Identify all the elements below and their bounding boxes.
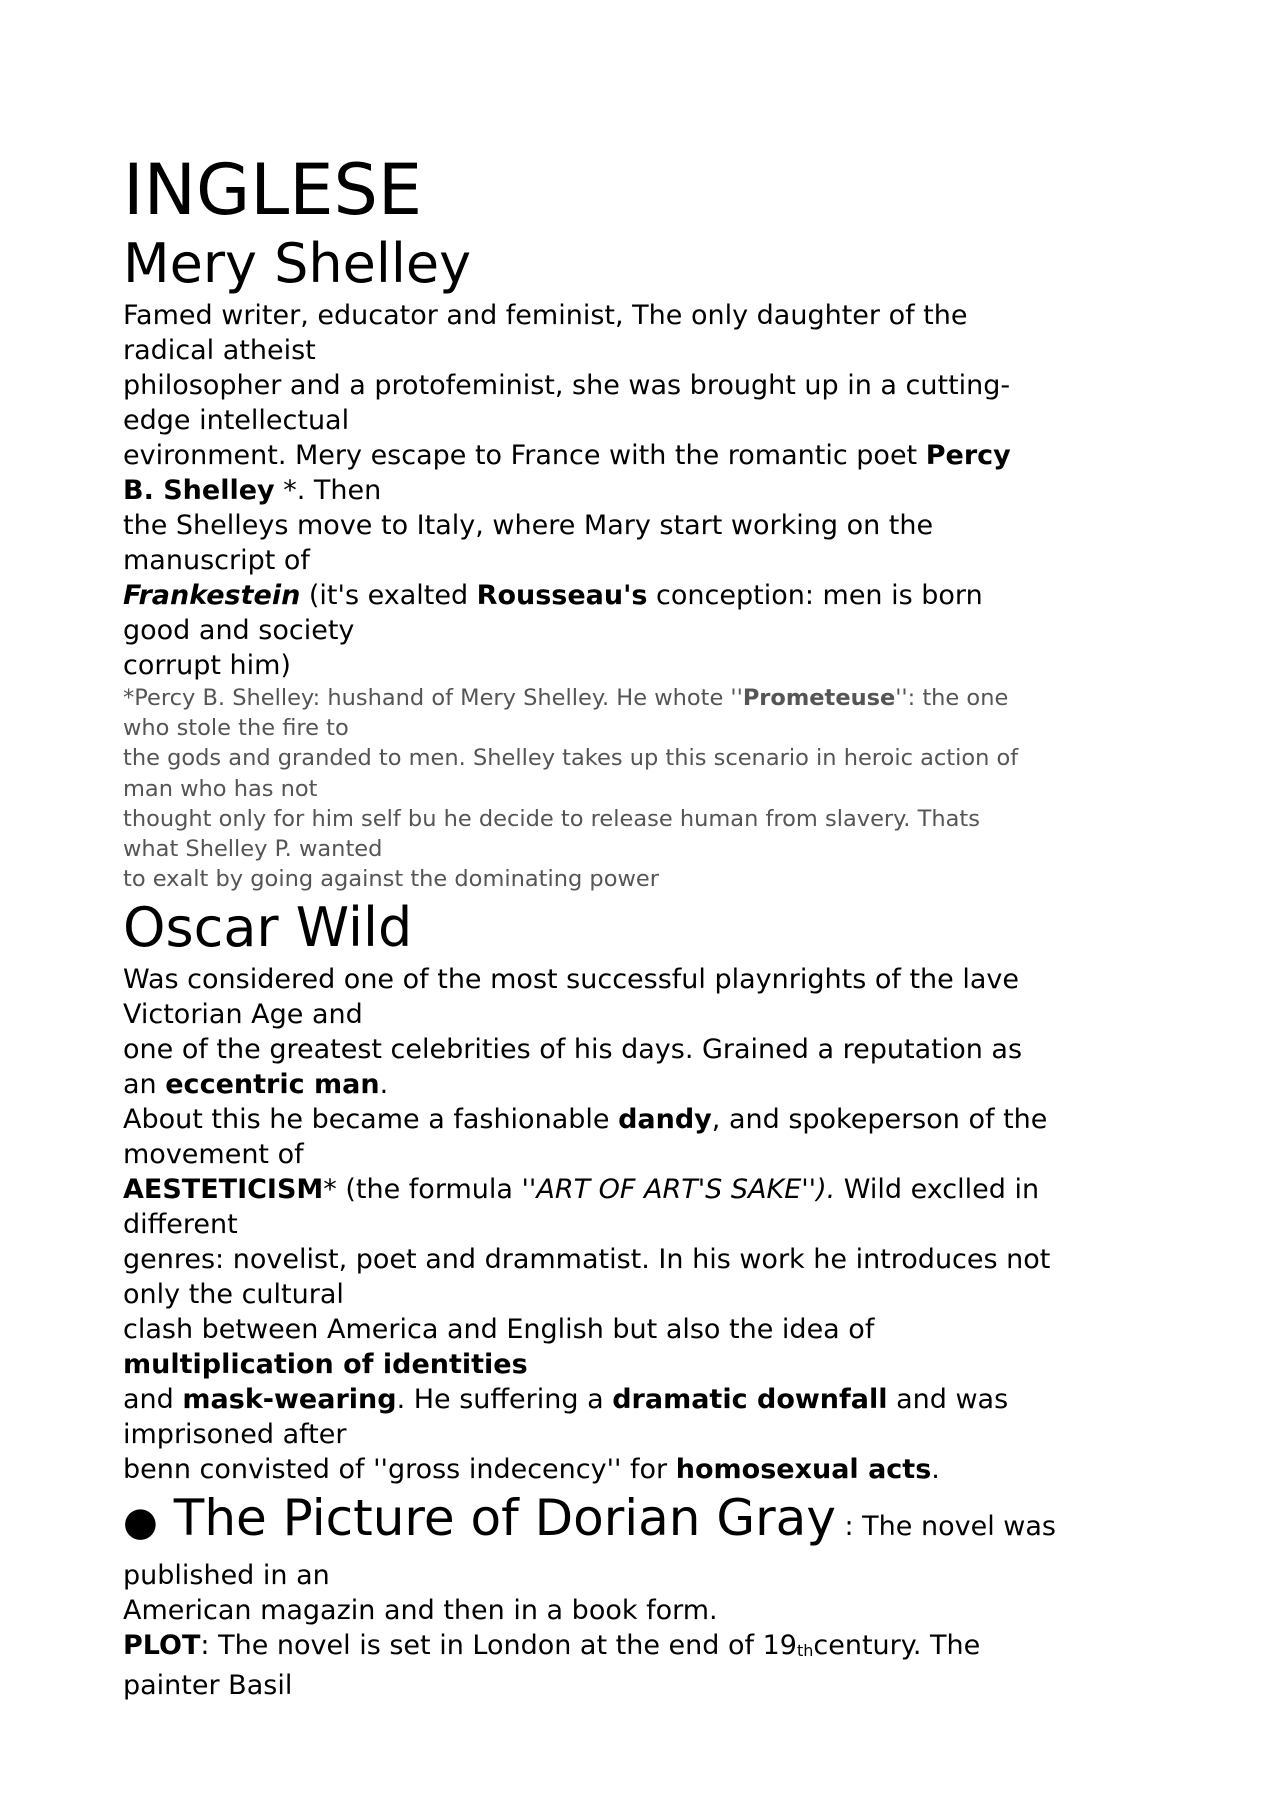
document-page xyxy=(123,150,1183,1703)
bold-mask-wearing: mask-wearing xyxy=(182,1384,397,1416)
text-run: (it's exalted xyxy=(300,580,477,611)
note-line xyxy=(123,683,1183,713)
text-line xyxy=(123,473,1183,508)
bold-homosexual-acts: homosexual acts xyxy=(675,1454,932,1486)
italic-art-sake: ART OF ART'S SAKE''). xyxy=(536,1174,836,1206)
text-line xyxy=(123,1102,1183,1137)
subheading-dorian-gray xyxy=(123,1487,1183,1558)
text-line: clash between America and English but also the idea of xyxy=(123,1314,875,1346)
note-line: to exalt by going against the dominating power xyxy=(123,866,659,893)
text-run: benn convisted of ''gross indecency'' for xyxy=(123,1454,676,1486)
bold-italic-frankestein: Frankestein xyxy=(123,580,301,611)
text-run: : The novel was xyxy=(835,1511,1056,1543)
text-line: genres: novelist, poet and drammatist. In his work he introduces not xyxy=(123,1244,1051,1276)
bold-multiplication: multiplication of identities xyxy=(123,1349,528,1381)
text-run: , and spokeperson of the xyxy=(711,1104,1048,1136)
text-run: Wild exclled in xyxy=(835,1174,1040,1206)
bold-plot: PLOT xyxy=(123,1630,201,1662)
wilde-paragraph xyxy=(123,962,1183,1487)
text-run: About this he became a fashionable xyxy=(123,1104,619,1136)
text-run: evironment. Mery escape to France with the romantic poet xyxy=(123,440,926,471)
text-line: the Shelleys move to Italy, where Mary start working on the xyxy=(123,510,934,541)
text-line: Was considered one of the most successful playnrights of the lave xyxy=(123,964,1019,996)
text-line: different xyxy=(123,1209,238,1241)
text-line xyxy=(123,1172,1183,1207)
bold-dramatic-downfall: dramatic downfall xyxy=(612,1384,888,1416)
text-line xyxy=(123,1382,1183,1417)
note-line: man who has not xyxy=(123,775,318,802)
text-line xyxy=(123,1347,1183,1382)
text-line: corrupt him) xyxy=(123,650,291,681)
ordinal-suffix: th xyxy=(796,1641,814,1661)
bold-rousseau: Rousseau's xyxy=(476,580,648,611)
text-line: radical atheist xyxy=(123,335,316,366)
bold-percy: Percy xyxy=(925,440,1011,471)
text-line: only the cultural xyxy=(123,1279,344,1311)
text-run: *. Then xyxy=(274,475,382,506)
dorian-paragraph xyxy=(123,1558,1183,1703)
note-line: what Shelley P. wanted xyxy=(123,836,383,863)
text-line: American magazin and then in a book form. xyxy=(123,1595,718,1627)
note-line: who stole the fire to xyxy=(123,715,349,742)
bold-eccentric-man: eccentric man xyxy=(165,1069,380,1101)
text-line: Victorian Age and xyxy=(123,999,363,1031)
text-run: *Percy B. Shelley: hushand of Mery Shelley. He whote '' xyxy=(123,685,743,711)
text-line xyxy=(123,1067,1183,1102)
text-line: good and society xyxy=(123,615,355,646)
footnote-percy xyxy=(123,683,1183,894)
text-run: and was xyxy=(887,1384,1009,1416)
text-run: and xyxy=(123,1384,183,1416)
subheading-text: The Picture of Dorian Gray xyxy=(157,1489,836,1548)
bold-aesteticism: AESTETICISM xyxy=(123,1174,324,1206)
text-line xyxy=(123,578,1183,613)
text-line: philosopher and a protofeminist, she was brought up in a cutting- xyxy=(123,370,1011,401)
note-line: the gods and granded to men. Shelley takes up this scenario in heroic action of xyxy=(123,745,1019,772)
text-line: manuscript of xyxy=(123,545,310,576)
text-line xyxy=(123,1628,1183,1668)
note-line: thought only for him self bu he decide to release human from slavery. Thats xyxy=(123,805,980,832)
text-line: edge intellectual xyxy=(123,405,350,436)
text-run: * (the formula '' xyxy=(323,1174,537,1206)
text-line xyxy=(123,1452,1183,1487)
text-line: movement of xyxy=(123,1139,304,1171)
text-line: painter Basil xyxy=(123,1670,293,1702)
text-run: . xyxy=(379,1069,389,1101)
text-run: century. The xyxy=(813,1630,981,1662)
text-run: '': the one xyxy=(895,685,1009,711)
section-heading-shelley: Mery Shelley xyxy=(123,232,472,295)
text-line: Famed writer, educator and feminist, The only daughter of the xyxy=(123,300,968,331)
text-line: one of the greatest celebrities of his days. Grained a reputation as xyxy=(123,1034,1023,1066)
text-run: : The novel is set in London at the end of 19 xyxy=(200,1630,797,1662)
document-title: INGLESE xyxy=(123,149,423,231)
text-run: conception: men is born xyxy=(647,580,983,611)
text-run: . He suffering a xyxy=(396,1384,613,1416)
text-line: published in an xyxy=(123,1560,330,1592)
bullet-icon: ● xyxy=(123,1499,158,1546)
text-line: imprisoned after xyxy=(123,1419,347,1451)
bold-dandy: dandy xyxy=(618,1104,712,1136)
bold-shelley: B. Shelley xyxy=(123,475,275,506)
shelley-paragraph xyxy=(123,298,1183,683)
section-heading-wilde: Oscar Wild xyxy=(123,896,413,960)
text-line xyxy=(123,438,1183,473)
text-run: an xyxy=(123,1069,166,1101)
text-run: . xyxy=(931,1454,940,1486)
bold-prometeuse: Prometeuse xyxy=(742,685,896,711)
